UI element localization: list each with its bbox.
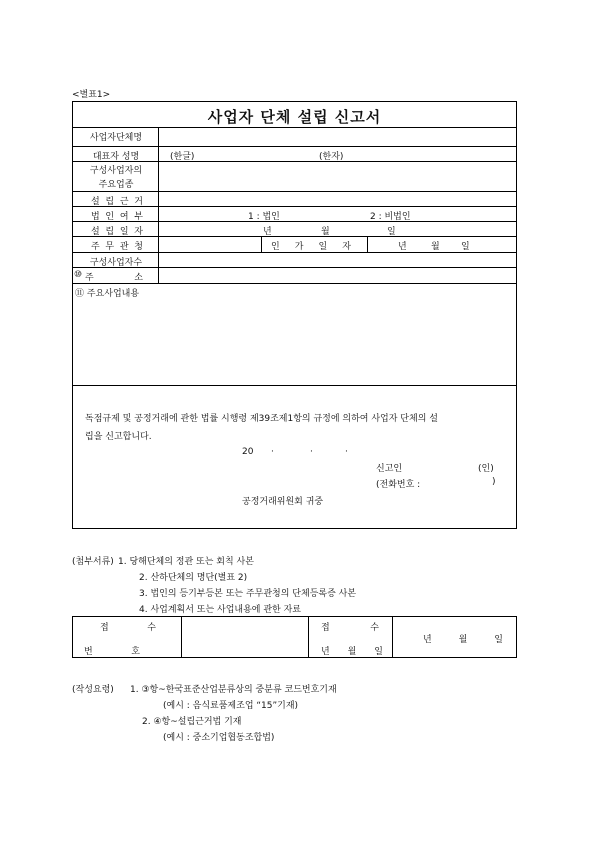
receipt-number-label-top: 접 수 bbox=[100, 623, 156, 633]
label-column-divider bbox=[158, 127, 159, 283]
member-business-label-line1: 구성사업자의 bbox=[89, 166, 143, 176]
address-number: ⑩ bbox=[74, 270, 83, 280]
seal-mark: (인) bbox=[478, 464, 494, 474]
approval-month: 월 bbox=[431, 242, 440, 252]
basis-label: 설 립 근 거 bbox=[91, 197, 143, 207]
note-item: 2. ④항~설립근거법 기재 bbox=[142, 717, 242, 727]
receipt-divider bbox=[308, 617, 309, 657]
establishment-day: 일 bbox=[387, 227, 396, 237]
org-name-label: 사업자단체명 bbox=[89, 133, 143, 143]
attachment-item: 4. 사업계획서 또는 사업내용에 관한 자료 bbox=[139, 605, 301, 615]
receipt-divider bbox=[392, 617, 393, 657]
declaration-line-1: 독점규제 및 공정거래에 관한 법률 시행령 제39조제1항의 규정에 의하여 사업자 단체의 설 bbox=[85, 414, 438, 424]
row-divider bbox=[73, 191, 516, 192]
note-example: (예시 : 중소기업협동조합법) bbox=[163, 733, 275, 743]
attachment-item: 1. 당해단체의 정관 또는 회칙 사본 bbox=[118, 557, 254, 567]
attachment-item: 3. 법인의 등기부등본 또는 주무관청의 단체등록증 사본 bbox=[139, 589, 357, 599]
main-business-label: ⑪ 주요사업내용 bbox=[75, 289, 140, 299]
corporation-option-2: 2 : 비법인 bbox=[370, 212, 411, 222]
establishment-year: 년 bbox=[263, 227, 272, 237]
note-item: 1. ③항~한국표준산업분류상의 중분류 코드번호기재 bbox=[130, 685, 337, 695]
approval-year: 년 bbox=[398, 242, 407, 252]
declaration-line-2: 립을 신고합니다. bbox=[85, 432, 152, 442]
phone-label: (전화번호 : bbox=[376, 480, 421, 490]
supervising-agency-label: 주 무 관 청 bbox=[91, 242, 143, 252]
notes-heading: (작성요령) bbox=[72, 685, 114, 695]
note-example: (예시 : 음식료품제조업 “15”기재) bbox=[163, 701, 299, 711]
receipt-number-label-bottom: 번 호 bbox=[84, 647, 140, 657]
row-divider bbox=[73, 252, 516, 253]
approval-day: 일 bbox=[461, 242, 470, 252]
member-count-label: 구성사업자수 bbox=[89, 258, 143, 268]
phone-close: ) bbox=[492, 477, 496, 487]
cell-divider bbox=[261, 236, 262, 252]
receipt-date-label-top: 접 수 bbox=[321, 623, 379, 633]
recipient-label: 공정거래위원회 귀중 bbox=[242, 497, 324, 507]
establishment-date-label: 설 립 일 자 bbox=[91, 227, 143, 237]
member-business-label-line2: 주요업종 bbox=[98, 180, 134, 190]
receipt-date-label-bottom: 년 월 일 bbox=[321, 647, 383, 657]
cell-divider bbox=[367, 236, 368, 252]
applicant-label: 신고인 bbox=[376, 464, 403, 474]
representative-hanja-field: (한자) bbox=[319, 152, 344, 162]
approval-date-label: 인 가 일 자 bbox=[271, 242, 351, 252]
representative-korean-field: (한글) bbox=[170, 152, 195, 162]
date-dot: · bbox=[345, 447, 348, 457]
form-title: 사업자 단체 설립 신고서 bbox=[207, 108, 382, 126]
date-year-prefix: 20 bbox=[242, 447, 254, 457]
row-divider bbox=[73, 283, 516, 284]
report-form bbox=[72, 101, 517, 529]
receipt-date-value: 년 월 일 bbox=[423, 635, 503, 645]
attachments-heading: (첨부서류) bbox=[72, 557, 114, 567]
receipt-table bbox=[72, 616, 517, 658]
attachment-item: 2. 산하단체의 명단(별표 2) bbox=[139, 573, 248, 583]
receipt-divider bbox=[181, 617, 182, 657]
row-divider bbox=[73, 146, 516, 147]
date-dot: · bbox=[271, 447, 274, 457]
annex-label: <별표1> bbox=[72, 90, 111, 100]
establishment-month: 월 bbox=[321, 227, 330, 237]
title-divider bbox=[73, 127, 516, 128]
corporation-option-1: 1 : 법인 bbox=[248, 212, 280, 222]
representative-label: 대표자 성명 bbox=[92, 152, 140, 162]
date-dot: · bbox=[310, 447, 313, 457]
corporation-label: 법 인 여 부 bbox=[91, 212, 143, 222]
section-divider bbox=[73, 385, 516, 386]
address-label: 주 소 bbox=[85, 273, 143, 283]
